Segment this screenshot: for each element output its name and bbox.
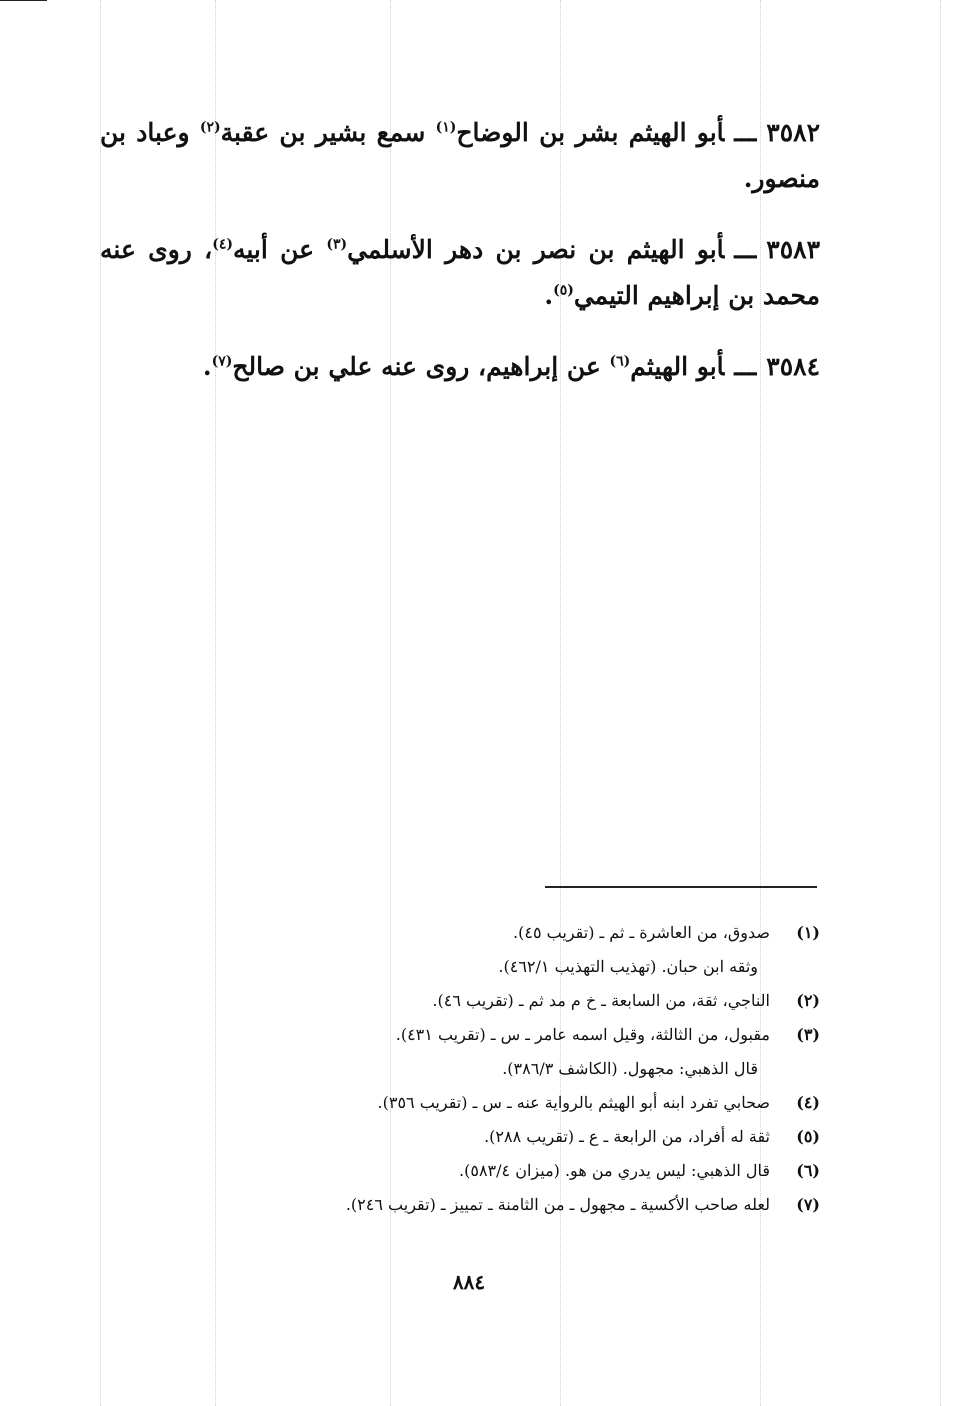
footnote-text: لعله صاحب الأكسية ـ مجهول ـ من الثامنة ـ تمييز ـ (تقريب ٢٤٦). [345, 1195, 770, 1214]
footnote-number: (٥) [796, 1127, 820, 1146]
entry-number: ٣٥٨٢ [766, 118, 820, 147]
footnote-4 [100, 1086, 820, 1120]
entry-text: ، روى عنه محمد بن إبراهيم التيمي [100, 235, 820, 310]
entry-text: وعباد بن منصور. [100, 118, 820, 193]
footnote-marker[interactable]: (٦) [609, 353, 631, 370]
footnote-marker[interactable]: (٤) [212, 236, 233, 253]
footnote-number: (٣) [796, 1025, 820, 1044]
footnote-continuation: قال الذهبي: مجهول. (الكاشف ٣٨٦/٣). [502, 1059, 758, 1078]
footnote-number: (٧) [796, 1195, 820, 1214]
footnote-7 [100, 1188, 820, 1222]
entry-dash: ـــ [734, 235, 757, 264]
footnote-text: ثقة له أفراد، من الرابعة ـ ع ـ (تقريب ٢٨٨). [484, 1127, 770, 1146]
footnote-marker[interactable]: (٢) [199, 119, 221, 136]
entry-3584 [100, 344, 820, 390]
footnote-continuation: وثقه ابن حبان. (تهذيب التهذيب ٤٦٢/١). [498, 957, 758, 976]
footnote-3 [100, 1018, 820, 1052]
entry-text: عن إبراهيم، روى عنه علي بن صالح [232, 352, 610, 381]
footnote-text: مقبول، من الثالثة، وقيل اسمه عامر ـ س ـ (تقريب ٤٣١). [395, 1025, 770, 1044]
entry-text: . [202, 352, 212, 381]
entry-3583 [100, 227, 820, 319]
footnote-text: الناجي، ثقة، من السابعة ـ خ م مد ثم ـ (تقريب ٤٦). [432, 991, 770, 1010]
footnote-marker[interactable]: (٧) [211, 353, 233, 370]
footnote-1 [100, 916, 820, 950]
entry-dash: ـــ [734, 118, 757, 147]
entry-text: سمع بشير بن عقبة [220, 118, 436, 147]
footnote-2 [100, 984, 820, 1018]
entry-text: أبو الهيثم بشر بن الوضاح [456, 118, 725, 147]
footnote-6 [100, 1154, 820, 1188]
footnotes-section [100, 916, 820, 1222]
page-number: ٨٨٤ [452, 1270, 486, 1294]
corner-rule [0, 0, 47, 1]
footnote-number: (٦) [796, 1161, 820, 1180]
scan-guide-line [940, 0, 941, 1406]
entry-text: . [544, 281, 554, 310]
entry-dash: ـــ [734, 352, 757, 381]
entry-3582 [100, 110, 820, 202]
footnote-marker[interactable]: (٣) [326, 236, 348, 253]
footnote-text: صدوق، من العاشرة ـ ثم ـ (تقريب ٤٥). [513, 923, 770, 942]
entries-section [100, 110, 820, 398]
footnote-separator [545, 886, 817, 888]
entry-number: ٣٥٨٤ [766, 352, 820, 381]
entry-text: عن أبيه [232, 235, 327, 264]
footnote-5 [100, 1120, 820, 1154]
footnote-number: (٤) [796, 1093, 820, 1112]
entry-text: أبو الهيثم [630, 352, 725, 381]
footnote-marker[interactable]: (٥) [553, 282, 574, 299]
footnote-text: قال الذهبي: ليس يدري من هو. (ميزان ٥٨٣/٤). [459, 1161, 770, 1180]
footnote-text: صحابي تفرد ابنه أبو الهيثم بالرواية عنه ـ س ـ (تقريب ٣٥٦). [377, 1093, 770, 1112]
footnote-marker[interactable]: (١) [435, 119, 457, 136]
footnote-number: (٢) [796, 991, 820, 1010]
entry-number: ٣٥٨٣ [766, 235, 820, 264]
entry-text: أبو الهيثم بن نصر بن دهر الأسلمي [347, 235, 725, 264]
footnote-number: (١) [796, 923, 820, 942]
